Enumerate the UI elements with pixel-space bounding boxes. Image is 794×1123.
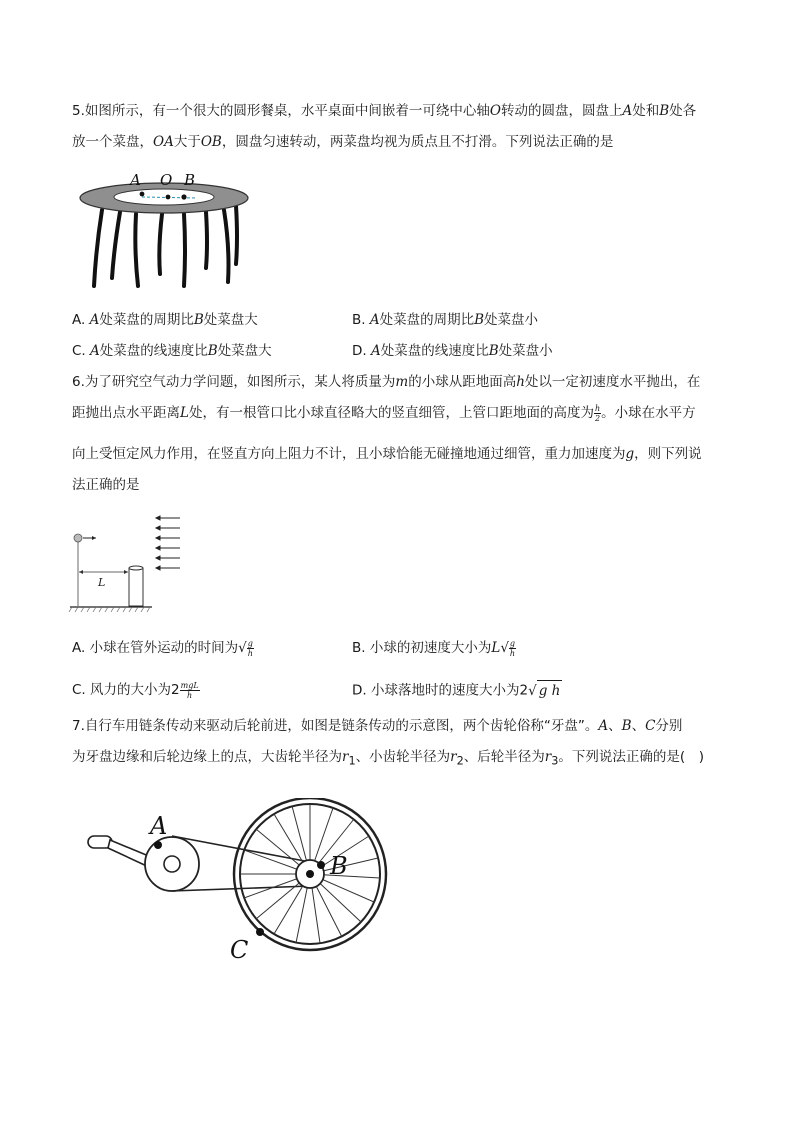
option-text: A. 小球在管外运动的时间为: [72, 640, 239, 656]
option-text: 处菜盘的线速度比: [99, 343, 208, 359]
q6-text: 处，有一根管口比小球直径略大的竖直细管，上管口距地面的高度为: [188, 405, 594, 421]
pipe: [129, 568, 143, 606]
label-A: A: [150, 812, 168, 840]
numerator: mgL: [180, 680, 199, 690]
var-L: L: [491, 640, 501, 656]
q5-number: 5.: [72, 103, 85, 119]
q7-number: 7.: [72, 718, 85, 734]
subscript: 1: [348, 754, 356, 768]
var-B: B: [621, 718, 632, 734]
var-h: h: [516, 374, 525, 390]
q7-text: 。下列说法正确的是( ): [558, 749, 704, 765]
option-text: 处菜盘小: [484, 312, 539, 328]
q6-text: 为了研究空气动力学问题，如图所示，某人将质量为: [84, 374, 396, 390]
q6-option-b[interactable]: [352, 638, 516, 658]
var-r: r: [544, 749, 552, 765]
q6-text: 法正确的是: [72, 477, 140, 493]
bicycle-chain-figure: [84, 798, 404, 968]
q6-stem-line-3: [72, 444, 702, 464]
fraction: [509, 639, 516, 658]
q6-text: ，则下列说: [634, 446, 702, 462]
q5-text: 如图所示，有一个很大的圆形餐桌，水平桌面中间嵌着一可绕中心轴: [84, 103, 490, 119]
numerator: g: [509, 638, 516, 648]
denominator: 2: [595, 413, 601, 423]
var-OA: OA: [153, 134, 174, 150]
label-B: B: [184, 171, 196, 189]
q7-text: 为牙盘边缘和后轮边缘上的点，大齿轮半径为: [72, 749, 342, 765]
q7-text: 、: [608, 718, 622, 734]
var-C: C: [645, 718, 656, 734]
q6-option-a[interactable]: [72, 638, 254, 658]
label-C: C: [230, 936, 249, 964]
option-text: 处菜盘大: [203, 312, 258, 328]
var-A: A: [598, 718, 609, 734]
option-text: 处菜盘的周期比: [99, 312, 194, 328]
var-m: m: [395, 374, 409, 390]
var-OB: OB: [200, 134, 222, 150]
subscript: 3: [551, 754, 559, 768]
sqrt-gh: √ g h: [528, 680, 562, 701]
option-text: D. 小球落地时的速度大小为2: [352, 682, 529, 699]
var-L: L: [180, 405, 189, 421]
option-text: C. 风力的大小为2: [72, 682, 180, 698]
wind-arrows: [156, 516, 180, 570]
q7-stem-line-1: [72, 716, 682, 736]
sqrt-g-over-h: √ $\frac{g}{h}$: [500, 638, 516, 658]
q6-number: 6.: [72, 374, 85, 390]
label-O: O: [160, 171, 173, 189]
q5-text: 处和: [632, 103, 660, 119]
q7-stem-line-2: [72, 747, 704, 772]
var-A: A: [622, 103, 633, 119]
q6-text: 距抛出点水平距离: [72, 405, 180, 421]
q6-text: 的小球从距地面高: [408, 374, 517, 390]
var-A: A: [89, 312, 100, 328]
label-L: L: [98, 576, 106, 589]
denominator: h: [247, 648, 253, 658]
projectile-pipe-figure: [68, 512, 188, 616]
var-g: g: [625, 446, 635, 462]
q6-text: 向上受恒定风力作用，在竖直方向上阻力不计，且小球恰能无碰撞地通过细管，重力加速度为: [72, 446, 626, 462]
denominator: h: [187, 690, 193, 700]
q5-text: ，圆盘匀速转动，两菜盘均视为质点且不打滑。下列说法正确的是: [221, 134, 614, 150]
numerator: g: [247, 638, 253, 648]
var-B: B: [207, 343, 218, 359]
var-B: B: [488, 343, 499, 359]
option-text: 处菜盘的周期比: [379, 312, 475, 328]
sqrt-g-over-h: √ $\frac{g}{h}$: [238, 638, 253, 658]
var-A: A: [370, 343, 381, 359]
var-O: O: [489, 103, 501, 119]
radicand: g h: [537, 680, 563, 701]
q5-option-b[interactable]: [352, 310, 538, 330]
fraction-mgL-over-h: [180, 681, 200, 700]
point-C: [256, 928, 264, 936]
q6-option-c[interactable]: [72, 680, 200, 700]
var-r: r: [450, 749, 457, 765]
q5-text: 大于: [173, 134, 201, 150]
var-B: B: [474, 312, 485, 328]
q5-option-d[interactable]: [352, 341, 553, 361]
option-text: 处菜盘大: [217, 343, 272, 359]
q7-text: 自行车用链条传动来驱动后轮前进，如图是链条传动的示意图，两个齿轮俗称“牙盘”。: [84, 718, 599, 734]
option-letter: C.: [72, 343, 91, 359]
var-B: B: [193, 312, 204, 328]
numerator: h: [594, 403, 601, 413]
q6-stem-line-2: [72, 403, 696, 423]
q7-text: 、后轮半径为: [463, 749, 545, 765]
q7-text: 、: [631, 718, 646, 734]
q6-text: 处以一定初速度水平抛出，在: [524, 374, 701, 390]
option-letter: A.: [72, 312, 90, 328]
var-A: A: [90, 343, 100, 359]
q6-stem-line-1: [72, 372, 700, 392]
ball-icon: [74, 534, 82, 542]
q6-stem-line-4: [72, 475, 140, 495]
subscript: 2: [456, 754, 464, 768]
point-B: [317, 861, 325, 869]
q5-option-a[interactable]: [72, 310, 258, 330]
option-letter: D.: [352, 343, 371, 359]
q7-text: 分别: [655, 718, 683, 734]
point-A: [154, 841, 162, 849]
option-text: 处菜盘小: [498, 343, 553, 359]
q5-text: 处各: [669, 103, 697, 119]
denominator: h: [509, 648, 516, 658]
label-A: A: [130, 171, 141, 189]
q7-text: 、小齿轮半径为: [355, 749, 451, 765]
q5-option-c[interactable]: [72, 341, 272, 361]
var-A: A: [369, 312, 380, 328]
fraction: [247, 639, 254, 658]
option-letter: B.: [352, 312, 370, 328]
round-table-figure: [78, 168, 258, 294]
q6-option-d[interactable]: [352, 680, 562, 701]
var-B: B: [659, 103, 670, 119]
q5-text: 转动的圆盘，圆盘上: [500, 103, 623, 119]
q6-text: 。小球在水平方: [601, 405, 696, 421]
label-B: B: [330, 852, 348, 880]
q5-stem-line-1: [72, 101, 696, 121]
var-r: r: [342, 749, 349, 765]
q5-stem-line-2: [72, 132, 613, 152]
option-text: 处菜盘的线速度比: [380, 343, 489, 359]
option-text: B. 小球的初速度大小为: [352, 640, 492, 656]
q5-text: 放一个菜盘，: [72, 134, 153, 150]
